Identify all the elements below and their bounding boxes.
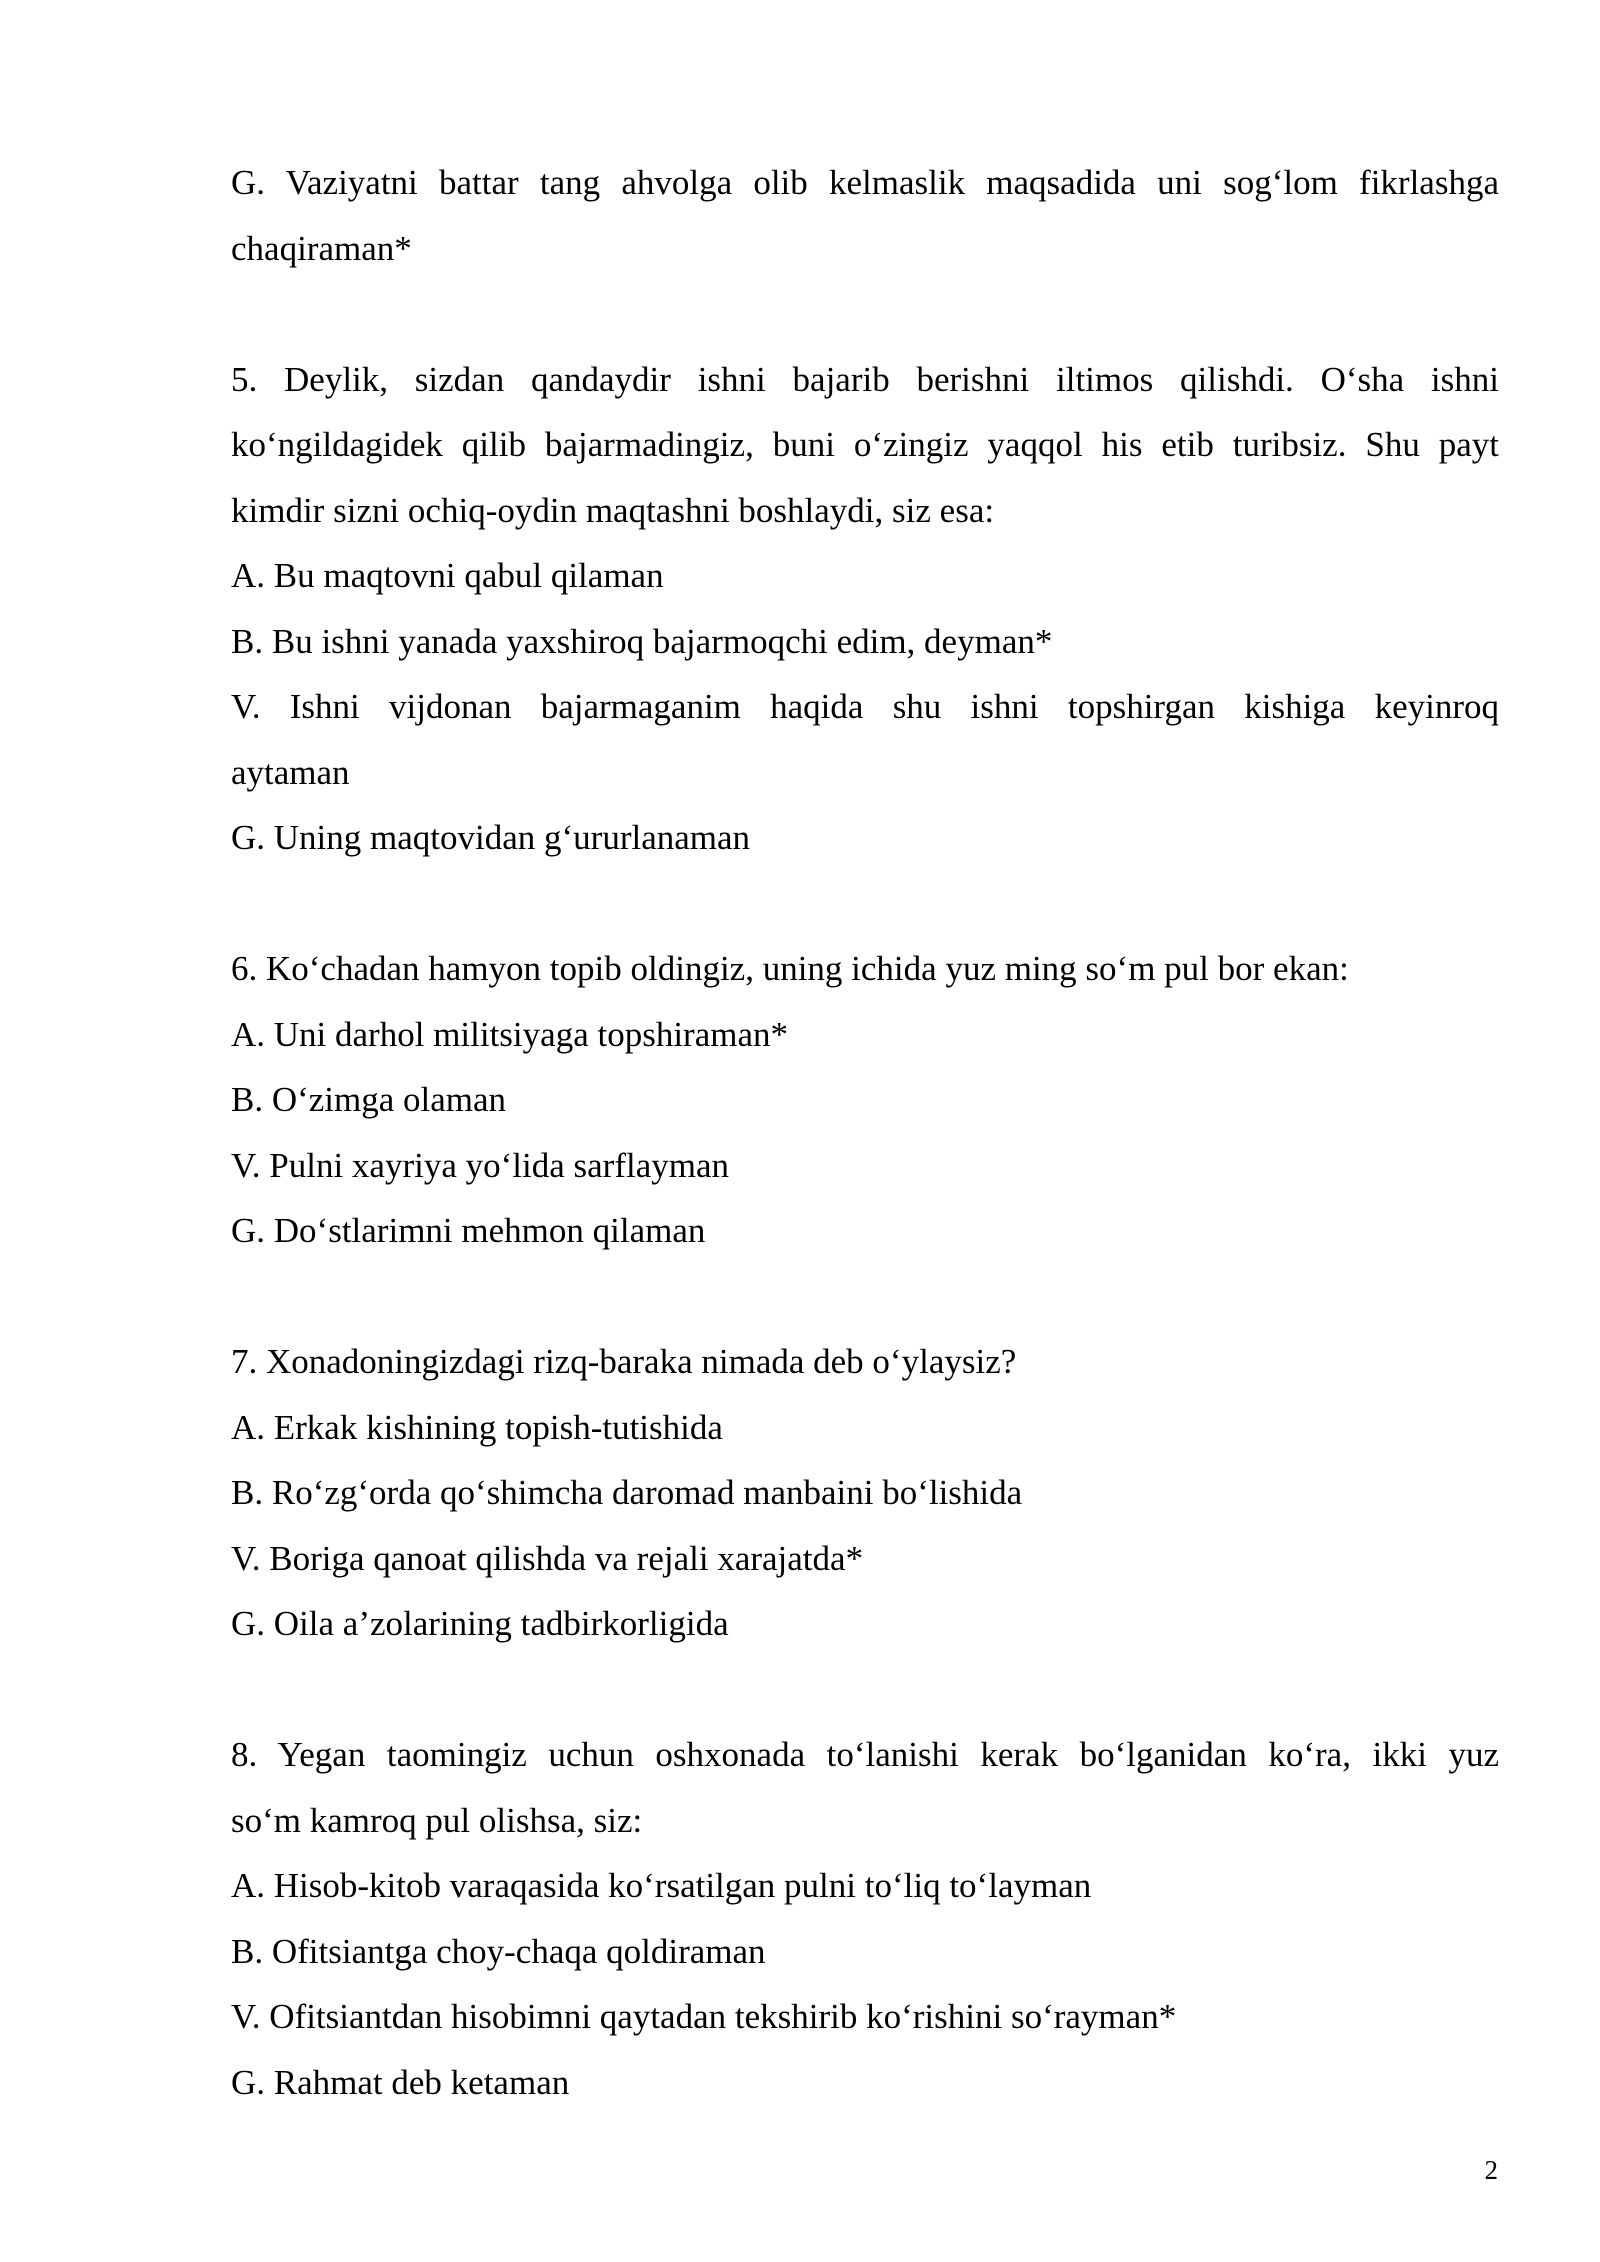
answer-option-a: A. Hisob-kitob varaqasida ko‘rsatilgan pulni to‘liq to‘layman	[231, 1866, 1092, 1905]
answer-option-v: V. Boriga qanoat qilishda va rejali xarajatda*	[231, 1538, 864, 1578]
paragraph-gap	[231, 281, 1499, 347]
answer-option-b: B. Ofitsiantga choy-chaqa qoldiraman	[231, 1931, 766, 1971]
document-body	[231, 150, 1499, 2115]
answer-option-continuation: chaqiraman*	[231, 228, 412, 268]
answer-option-line: G. Vaziyatni battar tang ahvolga olib kelmaslik maqsadida uni sog‘lom fikrlashga	[231, 163, 1499, 202]
answer-option-a: A. Erkak kishining topish-tutishida	[231, 1407, 723, 1447]
answer-option-g: G. Rahmat deb ketaman	[231, 2062, 570, 2102]
answer-option-a: A. Uni darhol militsiyaga topshiraman*	[231, 1014, 788, 1054]
answer-option-b: B. Ro‘zg‘orda qo‘shimcha daromad manbaini bo‘lishida	[231, 1473, 1023, 1512]
page-number: 2	[1484, 2155, 1498, 2185]
paragraph-gap	[231, 1657, 1499, 1723]
question-text-line: so‘m kamroq pul olishsa, siz:	[231, 1800, 643, 1840]
answer-option-v: V. Ishni vijdonan bajarmaganim haqida shu ishni topshirgan kishiga keyinroq	[231, 687, 1499, 726]
question-text-line: kimdir sizni ochiq-oydin maqtashni boshlaydi, siz esa:	[231, 490, 995, 530]
question-text-line: 7. Xonadoningizdagi rizq-baraka nimada deb o‘ylaysiz?	[231, 1342, 1017, 1381]
question-7	[231, 1329, 1499, 1657]
answer-option-a: A. Bu maqtovni qabul qilaman	[231, 556, 664, 595]
answer-option-g: G. Do‘stlarimni mehmon qilaman	[231, 1211, 706, 1250]
answer-option-block	[231, 150, 1499, 281]
question-text-line: 5. Deylik, sizdan qandaydir ishni bajarib berishni iltimos qilishdi. O‘sha ishni	[231, 359, 1499, 399]
question-8	[231, 1722, 1499, 2115]
answer-option-v: V. Pulni xayriya yo‘lida sarflayman	[231, 1145, 729, 1185]
answer-option-g: G. Oila a’zolarining tadbirkorligida	[231, 1604, 729, 1643]
answer-option-b: B. O‘zimga olaman	[231, 1080, 507, 1119]
question-text-line: 8. Yegan taomingiz uchun oshxonada to‘lanishi kerak bo‘lganidan ko‘ra, ikki yuz	[231, 1735, 1499, 1774]
question-6	[231, 936, 1499, 1264]
question-text-line: 6. Ko‘chadan hamyon topib oldingiz, uning ichida yuz ming so‘m pul bor ekan:	[231, 949, 1349, 988]
answer-option-b: B. Bu ishni yanada yaxshiroq bajarmoqchi edim, deyman*	[231, 621, 1053, 661]
question-text-line: ko‘ngildagidek qilib bajarmadingiz, buni o‘zingiz yaqqol his etib turibsiz. Shu payt	[231, 425, 1499, 464]
answer-option-v: V. Ofitsiantdan hisobimni qaytadan tekshirib ko‘rishini so‘rayman*	[231, 1997, 1177, 2036]
question-5	[231, 347, 1499, 871]
answer-option-g: G. Uning maqtovidan g‘ururlanaman	[231, 818, 751, 857]
answer-option-v-continuation: aytaman	[231, 752, 350, 792]
paragraph-gap	[231, 871, 1499, 937]
paragraph-gap	[231, 1264, 1499, 1330]
